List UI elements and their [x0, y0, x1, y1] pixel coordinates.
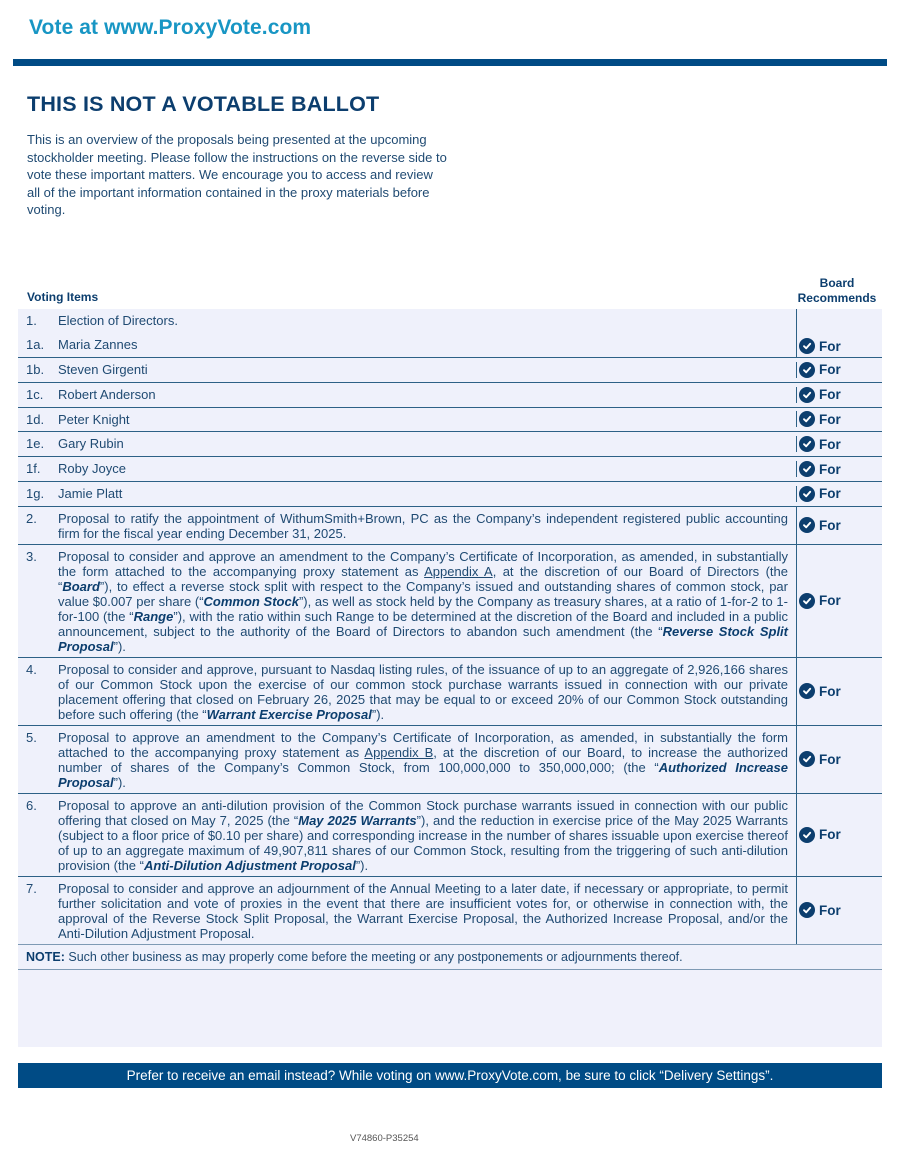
text-segment: ”).	[113, 774, 126, 790]
board-recommendation-cell	[796, 461, 882, 477]
proposal-text	[58, 511, 796, 541]
text-segment: Proposal to approve an anti-dilution provision of the Common Stock purchase warrants issued in connection with our public offering that closed on May 7, 2025 (the “	[58, 797, 788, 828]
recommendation-label: For	[819, 338, 841, 354]
recommendation-label: For	[819, 362, 841, 378]
defined-term: Anti-Dilution Adjustment Proposal	[143, 857, 356, 873]
check-circle-icon	[799, 461, 815, 477]
table-row-proposal	[18, 658, 882, 726]
recommendation-for	[799, 338, 841, 354]
text-segment: , at the discretion of our Board of Directors (the “	[58, 563, 788, 594]
text-segment: Proposal to approve an amendment to the Company’s Certificate of Incorporation, as amended, in substantially the form attached to the accompanying proxy statement as	[58, 729, 788, 760]
check-circle-icon	[799, 593, 815, 609]
item-number: 4.	[26, 661, 37, 677]
recommendation-for	[799, 751, 841, 767]
email-delivery-banner: Prefer to receive an email instead? While voting on www.ProxyVote.com, be sure to click “Delivery Settings”.	[18, 1063, 882, 1088]
table-row-proposal	[18, 877, 882, 945]
recommendation-label: For	[819, 517, 841, 533]
board-recommendation-cell	[796, 658, 882, 725]
recommendation-label: For	[819, 387, 841, 403]
item-number: 2.	[26, 510, 37, 526]
board-recommendation-cell	[796, 545, 882, 657]
intro-paragraph: This is an overview of the proposals being presented at the upcoming stockholder meeting. Please follow the instructions on the reverse side to vote these important matters. We encourage you to access and review all of the important information contained in the proxy materials before voting.	[27, 132, 447, 217]
note-label: NOTE:	[26, 949, 65, 964]
item-number: 1f.	[26, 461, 41, 477]
check-circle-icon	[799, 751, 815, 767]
recommendation-for	[799, 902, 841, 918]
text-segment: Proposal to consider and approve an amendment to the Company’s Certificate of Incorporation, as amended, in substantially the form attached to the accompanying proxy statement as	[58, 548, 788, 579]
defined-term: Board	[62, 578, 100, 594]
page-title: THIS IS NOT A VOTABLE BALLOT	[27, 92, 380, 116]
defined-term: Authorized Increase Proposal	[58, 759, 788, 790]
recommendation-for	[799, 362, 841, 378]
table-row-director	[18, 383, 882, 408]
director-name: Steven Girgenti	[58, 361, 148, 377]
recommendation-for	[799, 436, 841, 452]
board-recommendation-cell	[796, 877, 882, 944]
text-segment: ”), as well as stock held by the Company as treasury shares, at a ratio of 1-for-2 to 1-for-100 (the “	[58, 593, 788, 624]
appendix-link[interactable]: Appendix A	[424, 563, 493, 579]
item-number: 6.	[26, 797, 37, 813]
item-number: 1a.	[26, 337, 45, 352]
proposal-text	[58, 662, 796, 722]
document-code: V74860-P35254	[350, 1133, 419, 1144]
note-text: Such other business as may properly come before the meeting or any postponements or adjournments thereof.	[64, 949, 683, 964]
check-circle-icon	[799, 338, 815, 354]
item-number: 7.	[26, 880, 37, 896]
recommendation-for	[799, 387, 841, 403]
table-row-director	[18, 358, 882, 383]
table-row-election-of-directors	[18, 309, 882, 358]
board-recommendation-cell	[796, 387, 882, 403]
defined-term: Common Stock	[203, 593, 299, 609]
board-recommends-column-header: Board Recommends	[797, 276, 877, 305]
text-segment: Proposal to consider and approve an adjournment of the Annual Meeting to a later date, if necessary or appropriate, to permit further solicitation and vote of proxies in the event that there are insufficient votes for, or otherwise in connection with, the approval of the Reverse Stock Split Proposal, the Warrant Exercise Proposal, the Authorized Increase Proposal, and/or the Anti-Dilution Adjustment Proposal.	[58, 880, 788, 941]
board-recommendation-cell	[796, 436, 882, 452]
director-name: Gary Rubin	[58, 436, 124, 452]
item-number: 3.	[26, 548, 37, 564]
text-segment: ”), with the ratio within such Range to be determined at the discretion of the Board and included in a public announcement, subject to the authority of the Board of Directors to abandon such amendment (the “	[58, 608, 788, 639]
table-row-proposal	[18, 545, 882, 658]
defined-term: Range	[133, 608, 174, 624]
check-circle-icon	[799, 902, 815, 918]
voting-items-column-header: Voting Items	[27, 290, 99, 304]
recommendation-label: For	[819, 683, 841, 699]
board-recommendation-cell	[796, 507, 882, 544]
text-segment: , at the discretion of our Board, to increase the authorized number of shares of the Company’s Common Stock, from 100,000,000 to 350,000,000; (the “	[58, 744, 788, 775]
recommendation-label: For	[819, 461, 841, 477]
voting-items-table	[18, 309, 882, 1047]
check-circle-icon	[799, 827, 815, 843]
proposal-text	[58, 549, 796, 654]
defined-term: May 2025 Warrants	[298, 812, 417, 828]
defined-term: Warrant Exercise Proposal	[206, 706, 372, 722]
check-circle-icon	[799, 517, 815, 533]
text-segment: ”).	[113, 638, 126, 654]
recommendation-for	[799, 683, 841, 699]
director-name: Jamie Platt	[58, 485, 123, 501]
text-segment: Proposal to consider and approve, pursuant to Nasdaq listing rules, of the issuance of up to an aggregate of 2,926,166 shares of our Common Stock upon the exercise of our common stock purchase warrants issued in connection with our private placement offering that closed on February 26, 2025 that may be equal to or exceed 20% of our Common Stock outstanding before such offering (the “	[58, 661, 788, 722]
board-recommendation-cell	[796, 794, 882, 876]
defined-term: Reverse Stock Split Proposal	[58, 623, 788, 654]
recommendation-label: For	[819, 751, 841, 767]
item-number: 1c.	[26, 386, 44, 402]
appendix-link[interactable]: Appendix B	[364, 744, 434, 760]
check-circle-icon	[799, 362, 815, 378]
check-circle-icon	[799, 486, 815, 502]
table-row-proposal	[18, 794, 882, 877]
check-circle-icon	[799, 411, 815, 427]
table-row-director	[18, 482, 882, 507]
check-circle-icon	[799, 387, 815, 403]
check-circle-icon	[799, 436, 815, 452]
table-row-director	[18, 457, 882, 482]
table-row-proposal	[18, 507, 882, 545]
director-name: Roby Joyce	[58, 461, 126, 477]
item-number: 1g.	[26, 485, 45, 501]
board-recommendation-cell	[796, 362, 882, 378]
recommendation-for	[799, 517, 841, 533]
note-row	[18, 945, 882, 970]
recommendation-for	[799, 827, 841, 843]
recommendation-label: For	[819, 486, 841, 502]
item-number: 1d.	[26, 411, 45, 427]
text-segment: ”), to effect a reverse stock split with respect to the Company’s issued and outstanding shares of common stock, par value $0.007 per share (“	[58, 578, 788, 609]
proposal-text	[58, 798, 796, 873]
director-name: Peter Knight	[58, 411, 130, 427]
text-segment: Proposal to ratify the appointment of WithumSmith+Brown, PC as the Company’s independent registered public accounting firm for the fiscal year ending December 31, 2025.	[58, 510, 788, 541]
board-recommendation-cell	[796, 309, 882, 357]
recommendation-for	[799, 593, 841, 609]
recommendation-for	[799, 486, 841, 502]
recommendation-label: For	[819, 827, 841, 843]
text-segment: ”), and the reduction in exercise price of the May 2025 Warrants (subject to a floor price of $0.10 per share) and corresponding increase in the number of shares issuable upon exercise thereof of up to an aggregate maximum of 49,907,811 shares of our Common Stock, resulting from the triggering of such anti-dilution provision (the “	[58, 812, 789, 873]
item-text: Election of Directors.	[58, 313, 178, 328]
text-segment: ”).	[355, 857, 369, 873]
item-number: 1b.	[26, 361, 45, 377]
proposal-text	[58, 730, 796, 790]
recommendation-for	[799, 461, 841, 477]
director-name: Maria Zannes	[58, 337, 138, 352]
recommendation-label: For	[819, 902, 841, 918]
item-number: 1e.	[26, 436, 45, 452]
director-name: Robert Anderson	[58, 386, 156, 402]
recommendation-label: For	[819, 593, 841, 609]
text-segment: ”).	[371, 706, 385, 722]
proposal-text	[58, 881, 796, 941]
check-circle-icon	[799, 683, 815, 699]
item-number: 1.	[26, 313, 37, 328]
item-number: 5.	[26, 729, 37, 745]
header-divider	[13, 59, 887, 66]
board-recommendation-cell	[796, 486, 882, 502]
recommendation-label: For	[819, 436, 841, 452]
recommendation-for	[799, 411, 841, 427]
recommendation-label: For	[819, 411, 841, 427]
table-row-director	[18, 432, 882, 457]
table-row-proposal	[18, 726, 882, 794]
vote-link-header[interactable]: Vote at www.ProxyVote.com	[29, 16, 312, 39]
table-row-director	[18, 408, 882, 433]
board-recommendation-cell	[796, 411, 882, 427]
blank-area	[18, 970, 882, 1047]
board-recommendation-cell	[796, 726, 882, 793]
